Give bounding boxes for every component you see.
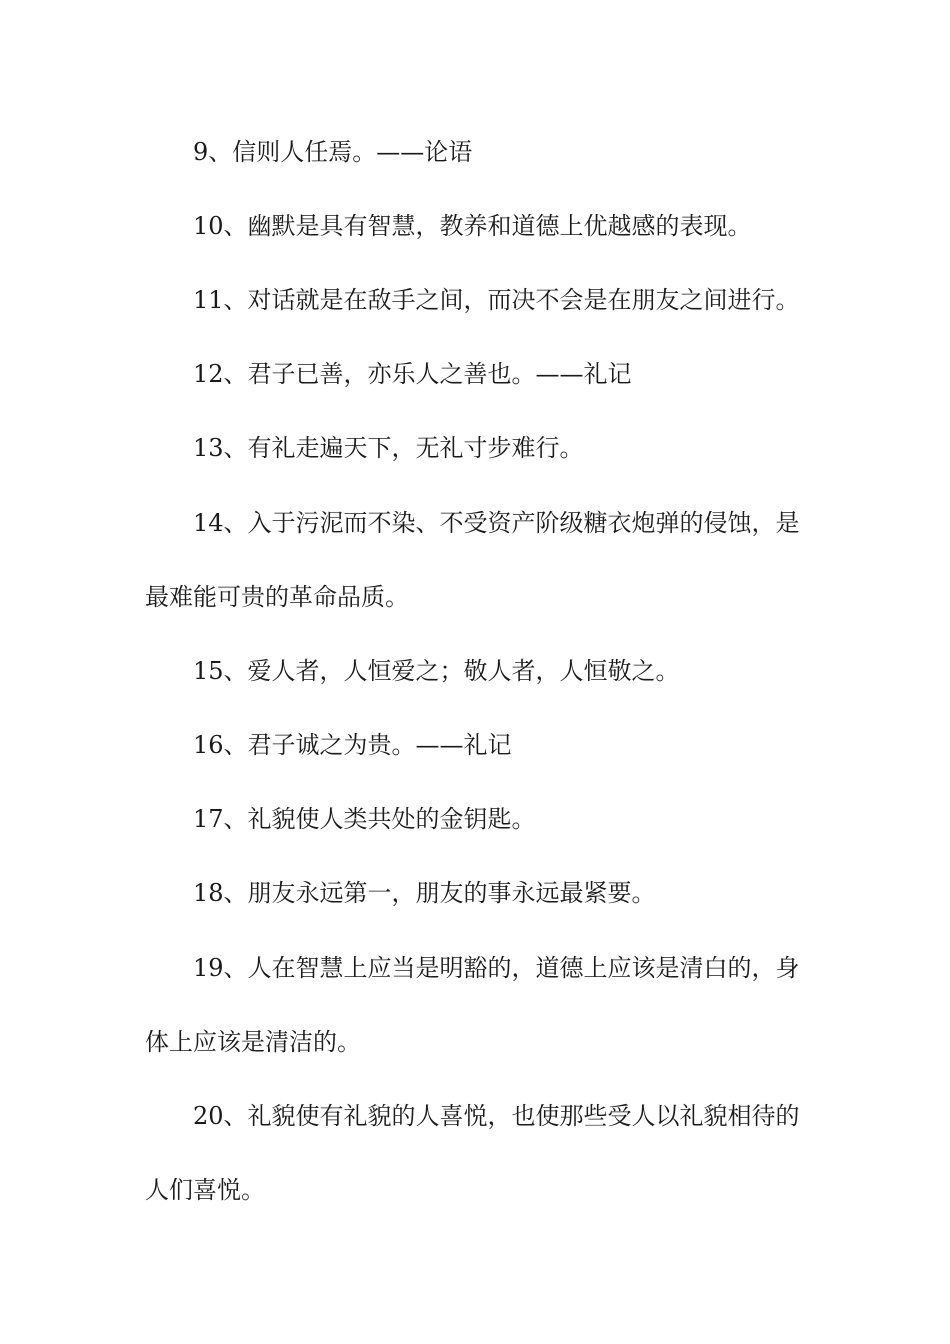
quote-19-line-1: 19、人在智慧上应当是明豁的，道德上应该是清白的，身 xyxy=(193,954,800,982)
quote-14-line-2: 最难能可贵的革命品质。 xyxy=(145,583,409,611)
quote-20-line-1: 20、礼貌使有礼貌的人喜悦，也使那些受人以礼貌相待的 xyxy=(193,1102,800,1130)
quote-16: 16、君子诚之为贵。——礼记 xyxy=(193,731,512,759)
quote-11: 11、对话就是在敌手之间，而决不会是在朋友之间进行。 xyxy=(193,286,800,314)
quote-14-line-1: 14、入于污泥而不染、不受资产阶级糖衣炮弹的侵蚀，是 xyxy=(193,509,800,537)
quote-12: 12、君子已善，亦乐人之善也。——礼记 xyxy=(193,360,632,388)
quote-15: 15、爱人者，人恒爱之；敬人者，人恒敬之。 xyxy=(193,657,680,685)
quote-18: 18、朋友永远第一，朋友的事永远最紧要。 xyxy=(193,879,656,907)
quote-10: 10、幽默是具有智慧，教养和道德上优越感的表现。 xyxy=(193,212,752,240)
quote-19-line-2: 体上应该是清洁的。 xyxy=(145,1028,361,1056)
quote-9: 9、信则人任焉。——论语 xyxy=(193,138,473,166)
quote-20-line-2: 人们喜悦。 xyxy=(145,1176,265,1204)
quote-17: 17、礼貌使人类共处的金钥匙。 xyxy=(193,805,536,833)
quote-13: 13、有礼走遍天下，无礼寸步难行。 xyxy=(193,434,584,462)
